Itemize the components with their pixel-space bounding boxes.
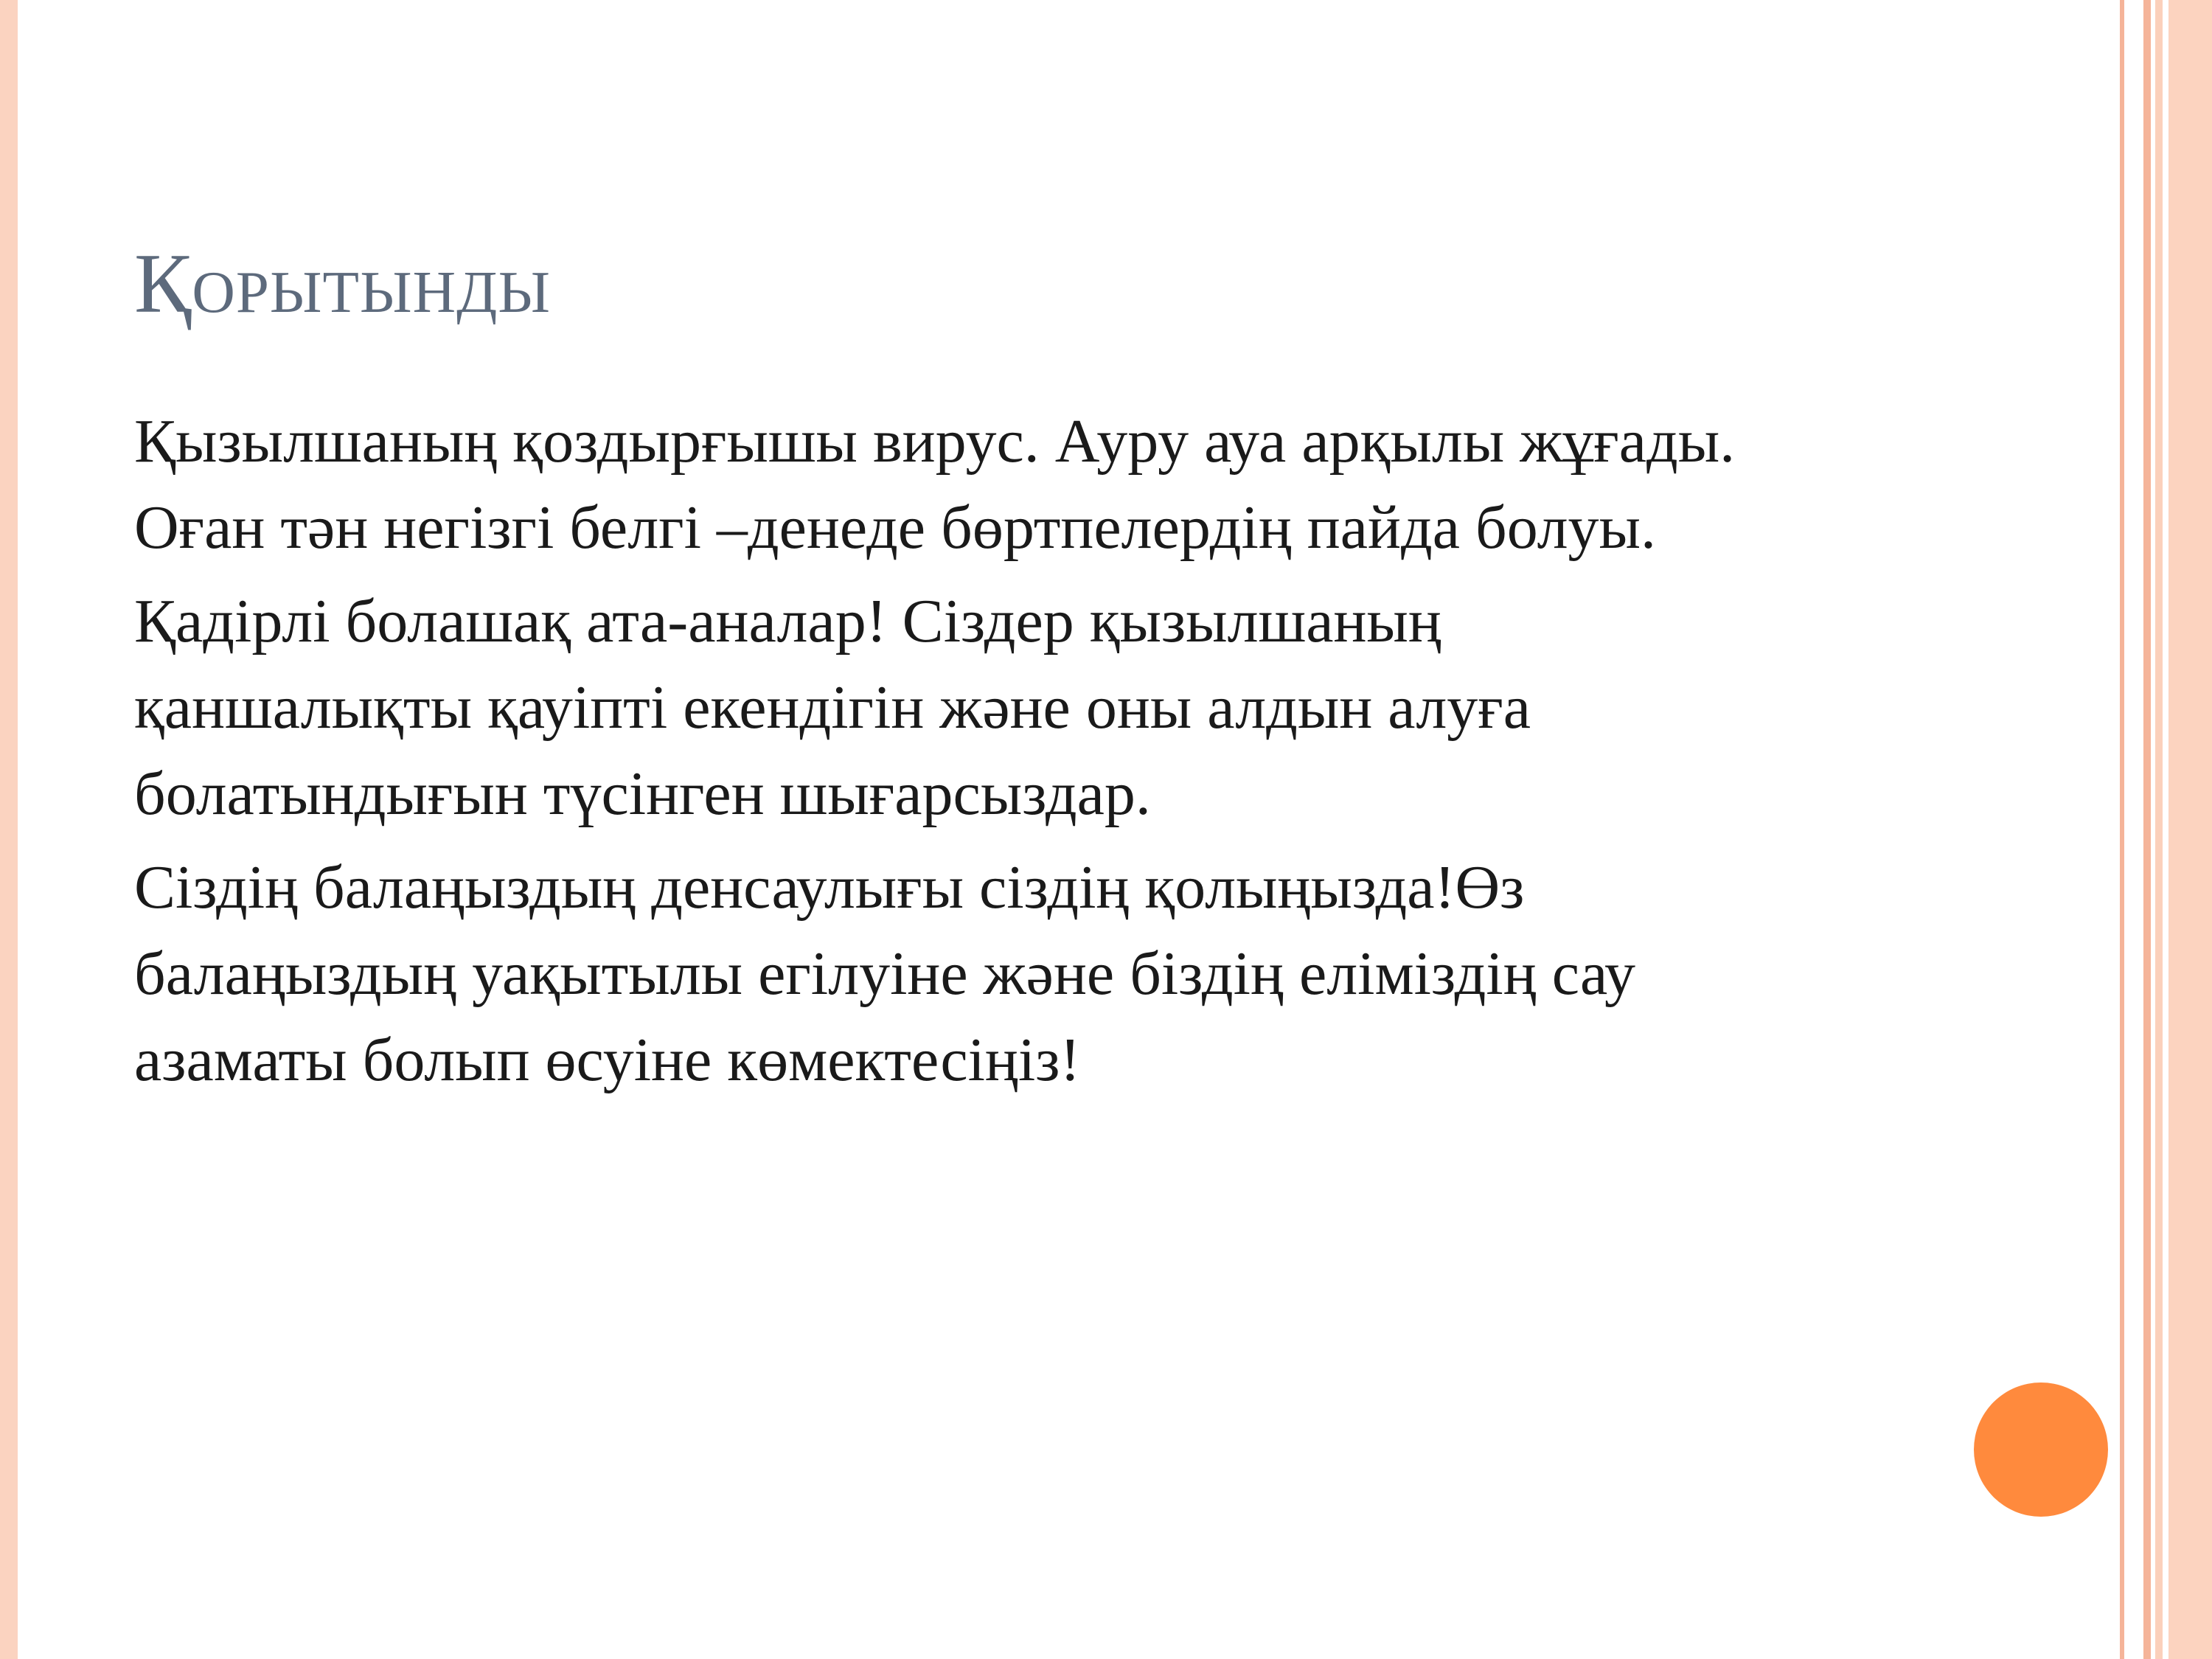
text-line: болатындығын түсінген шығарсыздар. (134, 759, 1151, 828)
slide-title: Қорытынды (134, 237, 552, 331)
slide-body (134, 398, 2110, 1110)
text-line: азаматы болып өсуіне көмектесіңіз! (134, 1026, 1081, 1094)
left-border-stripe (0, 0, 18, 1659)
border-band (2168, 0, 2212, 1659)
orange-circle-decoration (1974, 1382, 2108, 1517)
border-line (2143, 0, 2151, 1659)
border-line (2155, 0, 2163, 1659)
text-line: Қадірлі болашақ ата-аналар! Сіздер қызылшаның (134, 587, 1441, 655)
paragraph-1 (134, 398, 2110, 571)
text-line: Қызылшаның қоздырғышы вирус. Ауру ауа арқылы жұғады. (134, 407, 1736, 476)
text-line: қаншалықты қауіпті екендігін және оны алдын алуға (134, 673, 1531, 742)
paragraph-2 (134, 578, 2110, 837)
paragraph-3 (134, 844, 2110, 1103)
text-line: Оған тән негізгі белгі –денеде бөртпелердің пайда болуы. (134, 493, 1656, 562)
border-gap (2124, 0, 2143, 1659)
text-line: Сіздің балаңыздың денсаулығы сіздің қолыңызда!Өз (134, 853, 1525, 922)
border-gap (2163, 0, 2168, 1659)
text-line: балаңыздың уақытылы егілуіне және біздің еліміздің сау (134, 939, 1636, 1008)
right-border-stripes (2120, 0, 2212, 1659)
